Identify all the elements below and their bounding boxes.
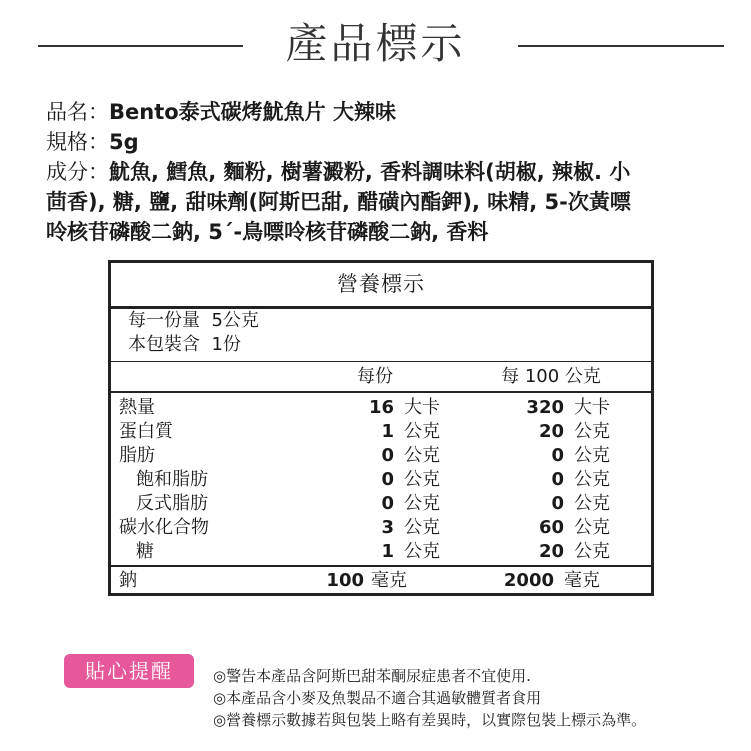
serving-size: 每一份量 5公克 — [128, 310, 259, 331]
nutrient-row — [119, 492, 649, 516]
per-100g-value: 2000 — [503, 570, 554, 591]
per-serving-value: 16 — [368, 397, 394, 418]
ingredients-line-3: 呤核苷磷酸二鈉, 5´-鳥嘌呤核苷磷酸二鈉, 香料 — [46, 220, 489, 244]
nutrient-name: 熱量 — [119, 397, 155, 418]
reminder-notes — [213, 665, 646, 731]
per-serving-value: 1 — [381, 421, 394, 442]
reminder-note: ◎營養標示數據若與包裝上略有差異時，以實際包裝上標示為準。 — [213, 711, 647, 729]
ingredients-line-2: 茴香), 糖, 鹽, 甜味劑(阿斯巴甜, 醋磺內酯鉀), 味精, 5-次黃嘌 — [46, 190, 631, 214]
nutrient-name: 脂肪 — [119, 445, 155, 466]
serving-info — [128, 309, 259, 357]
per-serving-unit: 公克 — [404, 445, 440, 466]
column-header-per-100g: 每 100 公克 — [501, 366, 601, 387]
ingredients-text-1: 魷魚, 鱈魚, 麵粉, 樹薯澱粉, 香料調味料(胡椒, 辣椒. 小 — [109, 160, 631, 184]
per-serving-value: 0 — [381, 493, 394, 514]
nutrient-row — [119, 516, 649, 540]
per-100g-value: 60 — [538, 517, 564, 538]
per-serving-value: 3 — [381, 517, 394, 538]
product-info — [46, 97, 706, 247]
nutrition-table — [108, 260, 654, 596]
nutrition-title: 營養標示 — [111, 263, 651, 309]
per-100g-unit: 大卡 — [574, 397, 610, 418]
nutrient-rows — [119, 396, 649, 564]
column-header-per-serving: 每份 — [357, 366, 393, 387]
ingredients-label: 成分： — [46, 160, 109, 184]
per-100g-unit: 公克 — [574, 493, 610, 514]
per-serving-unit: 公克 — [404, 469, 440, 490]
reminder-badge: 貼心提醒 — [64, 654, 194, 688]
reminder-note: ◎本產品含小麥及魚製品不適合其過敏體質者食用 — [213, 689, 542, 707]
per-100g-value: 0 — [551, 493, 564, 514]
nutrient-row — [119, 396, 649, 420]
product-name-value: Bento泰式碳烤魷魚片 大辣味 — [109, 100, 396, 124]
per-serving-unit: 公克 — [404, 517, 440, 538]
per-100g-unit: 公克 — [574, 517, 610, 538]
per-serving-unit: 毫克 — [371, 570, 407, 591]
nutrient-name: 飽和脂肪 — [136, 469, 208, 490]
nutrient-row — [119, 468, 649, 492]
product-size-label: 規格： — [46, 130, 109, 154]
nutrient-name: 鈉 — [119, 570, 137, 591]
product-name-line — [46, 97, 706, 127]
page-title: 產品標示 — [285, 19, 466, 68]
servings-per-package: 本包裝含 1份 — [128, 334, 241, 355]
per-100g-value: 20 — [538, 541, 564, 562]
per-serving-unit: 大卡 — [404, 397, 440, 418]
per-serving-unit: 公克 — [404, 541, 440, 562]
nutrient-name: 碳水化合物 — [119, 517, 209, 538]
per-100g-value: 320 — [526, 397, 564, 418]
sodium-row — [119, 569, 649, 593]
divider — [111, 361, 651, 362]
nutrient-name: 蛋白質 — [119, 421, 173, 442]
nutrient-name: 反式脂肪 — [136, 493, 208, 514]
per-serving-value: 0 — [381, 445, 394, 466]
per-100g-unit: 公克 — [574, 541, 610, 562]
per-100g-unit: 公克 — [574, 469, 610, 490]
divider — [111, 391, 651, 393]
divider — [111, 565, 651, 567]
per-100g-value: 20 — [538, 421, 564, 442]
per-serving-value: 100 — [326, 570, 364, 591]
per-serving-unit: 公克 — [404, 493, 440, 514]
per-100g-value: 0 — [551, 469, 564, 490]
product-size-line — [46, 127, 706, 157]
per-serving-value: 0 — [381, 469, 394, 490]
per-100g-unit: 毫克 — [564, 570, 600, 591]
per-serving-value: 1 — [381, 541, 394, 562]
per-serving-unit: 公克 — [404, 421, 440, 442]
title-rule-right — [518, 45, 724, 47]
product-size-value: 5g — [109, 130, 139, 154]
nutrient-name: 糖 — [136, 541, 154, 562]
per-100g-unit: 公克 — [574, 421, 610, 442]
per-100g-value: 0 — [551, 445, 564, 466]
ingredients-line-1 — [46, 157, 706, 187]
nutrient-row — [119, 444, 649, 468]
product-name-label: 品名： — [46, 100, 109, 124]
nutrient-row — [119, 420, 649, 444]
per-100g-unit: 公克 — [574, 445, 610, 466]
reminder-note: ◎警告本產品含阿斯巴甜苯酮尿症患者不宜使用. — [213, 667, 531, 685]
nutrient-row — [119, 540, 649, 564]
